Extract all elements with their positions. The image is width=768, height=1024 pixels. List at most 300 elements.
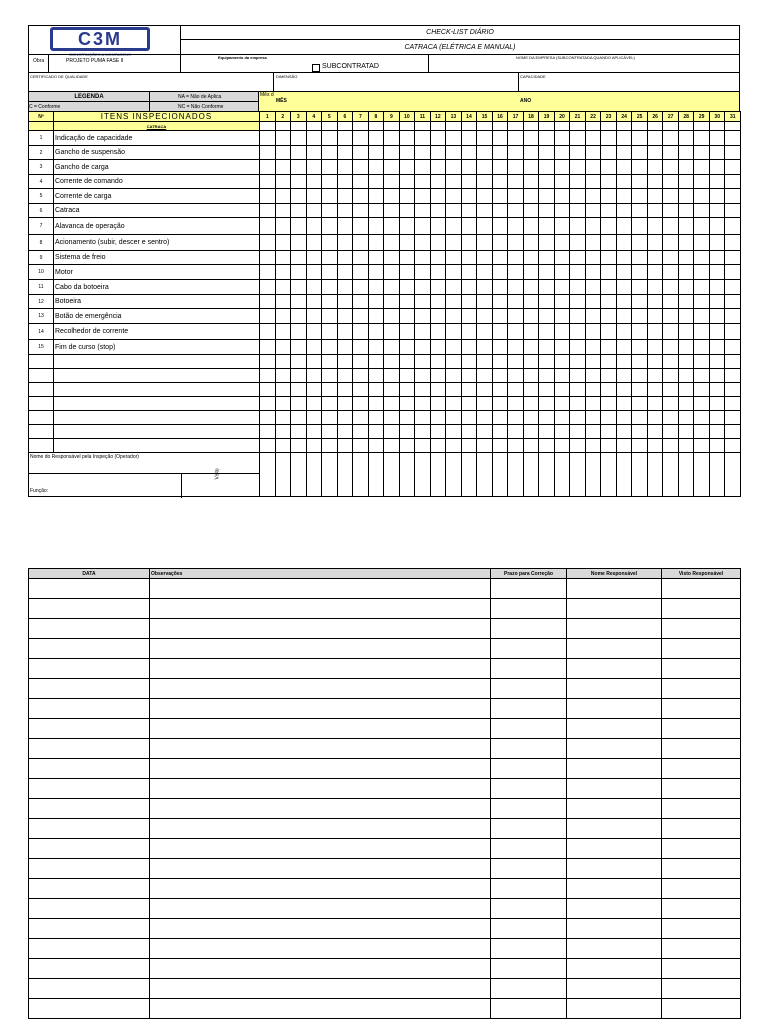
obs-cell[interactable] — [150, 819, 491, 839]
blank-cell[interactable] — [616, 369, 632, 383]
day-cell[interactable] — [508, 251, 524, 265]
day-cell[interactable] — [616, 218, 632, 235]
day-cell[interactable] — [477, 160, 493, 175]
day-cell[interactable] — [260, 324, 276, 340]
day-cell[interactable] — [446, 218, 462, 235]
day-cell[interactable] — [508, 235, 524, 251]
obs-cell[interactable] — [491, 859, 567, 879]
obs-cell[interactable] — [567, 839, 662, 859]
blank-cell[interactable] — [306, 425, 322, 439]
blank-cell[interactable] — [725, 411, 741, 425]
day-cell[interactable] — [384, 265, 400, 280]
day-cell[interactable] — [616, 340, 632, 355]
day-cell[interactable] — [337, 175, 353, 189]
day-cell[interactable] — [415, 265, 431, 280]
blank-cell[interactable] — [678, 369, 694, 383]
obs-cell[interactable] — [150, 959, 491, 979]
day-cell[interactable] — [570, 251, 586, 265]
day-cell[interactable] — [663, 295, 679, 309]
day-cell[interactable] — [709, 453, 725, 497]
day-cell[interactable] — [399, 295, 415, 309]
day-cell[interactable] — [492, 218, 508, 235]
day-cell[interactable] — [554, 131, 570, 146]
day-cell[interactable] — [725, 453, 741, 497]
blank-cell[interactable] — [632, 369, 648, 383]
blank-cell[interactable] — [539, 369, 555, 383]
day-cell[interactable] — [399, 280, 415, 295]
blank-cell[interactable] — [337, 439, 353, 453]
day-cell[interactable] — [585, 453, 601, 497]
day-cell[interactable] — [647, 340, 663, 355]
day-cell[interactable] — [430, 122, 446, 131]
blank-cell[interactable] — [601, 397, 617, 411]
day-cell[interactable] — [539, 189, 555, 204]
day-cell[interactable] — [353, 204, 369, 218]
obs-cell[interactable] — [150, 939, 491, 959]
day-cell[interactable] — [554, 309, 570, 324]
blank-cell[interactable] — [322, 411, 338, 425]
obs-cell[interactable] — [29, 959, 150, 979]
blank-cell[interactable] — [678, 383, 694, 397]
day-cell[interactable] — [337, 251, 353, 265]
day-cell[interactable] — [384, 160, 400, 175]
day-cell[interactable] — [430, 453, 446, 497]
day-cell[interactable] — [446, 309, 462, 324]
obs-cell[interactable] — [491, 759, 567, 779]
blank-cell[interactable] — [430, 439, 446, 453]
day-cell[interactable] — [430, 146, 446, 160]
day-cell[interactable] — [415, 324, 431, 340]
day-cell[interactable] — [647, 175, 663, 189]
day-cell[interactable] — [322, 189, 338, 204]
day-cell[interactable] — [399, 146, 415, 160]
obs-cell[interactable] — [662, 639, 741, 659]
blank-cell[interactable] — [647, 397, 663, 411]
day-cell[interactable] — [446, 265, 462, 280]
day-cell[interactable] — [430, 218, 446, 235]
day-cell[interactable] — [694, 189, 710, 204]
day-cell[interactable] — [539, 295, 555, 309]
obs-cell[interactable] — [567, 919, 662, 939]
blank-cell[interactable] — [446, 425, 462, 439]
day-cell[interactable] — [430, 295, 446, 309]
day-cell[interactable] — [508, 218, 524, 235]
day-cell[interactable] — [260, 160, 276, 175]
blank-cell[interactable] — [539, 425, 555, 439]
day-cell[interactable] — [539, 175, 555, 189]
blank-cell[interactable] — [384, 439, 400, 453]
day-cell[interactable] — [291, 122, 307, 131]
day-cell[interactable] — [616, 235, 632, 251]
obs-cell[interactable] — [29, 939, 150, 959]
day-cell[interactable] — [337, 189, 353, 204]
day-cell[interactable] — [601, 251, 617, 265]
day-cell[interactable] — [523, 218, 539, 235]
blank-cell[interactable] — [461, 439, 477, 453]
day-cell[interactable] — [554, 175, 570, 189]
blank-cell[interactable] — [337, 425, 353, 439]
blank-cell[interactable] — [508, 383, 524, 397]
obs-cell[interactable] — [29, 639, 150, 659]
day-cell[interactable] — [508, 324, 524, 340]
day-cell[interactable] — [415, 175, 431, 189]
day-cell[interactable] — [461, 146, 477, 160]
day-cell[interactable] — [616, 160, 632, 175]
blank-cell[interactable] — [353, 369, 369, 383]
day-cell[interactable] — [492, 146, 508, 160]
day-cell[interactable] — [663, 324, 679, 340]
day-cell[interactable] — [554, 122, 570, 131]
obs-cell[interactable] — [150, 739, 491, 759]
day-cell[interactable] — [725, 175, 741, 189]
day-cell[interactable] — [570, 189, 586, 204]
blank-cell[interactable] — [663, 355, 679, 369]
day-cell[interactable] — [384, 204, 400, 218]
obs-cell[interactable] — [662, 919, 741, 939]
blank-cell[interactable] — [399, 439, 415, 453]
blank-cell[interactable] — [337, 411, 353, 425]
blank-cell[interactable] — [461, 411, 477, 425]
day-cell[interactable] — [508, 204, 524, 218]
blank-cell[interactable] — [585, 439, 601, 453]
day-cell[interactable] — [554, 160, 570, 175]
day-cell[interactable] — [306, 204, 322, 218]
obs-cell[interactable] — [150, 999, 491, 1019]
day-cell[interactable] — [647, 453, 663, 497]
day-cell[interactable] — [275, 189, 291, 204]
obs-cell[interactable] — [567, 799, 662, 819]
day-cell[interactable] — [647, 122, 663, 131]
obs-cell[interactable] — [567, 739, 662, 759]
blank-cell[interactable] — [585, 425, 601, 439]
obs-cell[interactable] — [29, 999, 150, 1019]
day-cell[interactable] — [508, 295, 524, 309]
day-cell[interactable] — [709, 324, 725, 340]
blank-cell[interactable] — [446, 355, 462, 369]
obs-cell[interactable] — [662, 859, 741, 879]
blank-cell[interactable] — [508, 439, 524, 453]
day-cell[interactable] — [353, 295, 369, 309]
day-cell[interactable] — [663, 131, 679, 146]
day-cell[interactable] — [461, 235, 477, 251]
obs-cell[interactable] — [567, 619, 662, 639]
day-cell[interactable] — [570, 204, 586, 218]
day-cell[interactable] — [368, 189, 384, 204]
blank-cell[interactable] — [306, 397, 322, 411]
day-cell[interactable] — [260, 146, 276, 160]
day-cell[interactable] — [647, 189, 663, 204]
day-cell[interactable] — [523, 189, 539, 204]
blank-cell[interactable] — [647, 369, 663, 383]
day-cell[interactable] — [725, 204, 741, 218]
day-cell[interactable] — [539, 160, 555, 175]
day-cell[interactable] — [492, 160, 508, 175]
day-cell[interactable] — [399, 175, 415, 189]
day-cell[interactable] — [461, 309, 477, 324]
day-cell[interactable] — [291, 280, 307, 295]
day-cell[interactable] — [663, 265, 679, 280]
blank-cell[interactable] — [523, 439, 539, 453]
day-cell[interactable] — [523, 309, 539, 324]
blank-cell[interactable] — [306, 383, 322, 397]
day-cell[interactable] — [601, 122, 617, 131]
blank-cell[interactable] — [322, 425, 338, 439]
day-cell[interactable] — [585, 204, 601, 218]
day-cell[interactable] — [430, 324, 446, 340]
blank-cell[interactable] — [275, 369, 291, 383]
blank-cell[interactable] — [353, 397, 369, 411]
day-cell[interactable] — [570, 453, 586, 497]
day-cell[interactable] — [616, 309, 632, 324]
blank-cell[interactable] — [585, 411, 601, 425]
day-cell[interactable] — [492, 340, 508, 355]
day-cell[interactable] — [647, 265, 663, 280]
day-cell[interactable] — [353, 235, 369, 251]
day-cell[interactable] — [322, 295, 338, 309]
day-cell[interactable] — [384, 235, 400, 251]
obs-cell[interactable] — [662, 659, 741, 679]
day-cell[interactable] — [430, 235, 446, 251]
day-cell[interactable] — [554, 204, 570, 218]
day-cell[interactable] — [477, 235, 493, 251]
day-cell[interactable] — [523, 122, 539, 131]
day-cell[interactable] — [678, 295, 694, 309]
day-cell[interactable] — [337, 295, 353, 309]
obs-cell[interactable] — [150, 919, 491, 939]
blank-cell[interactable] — [291, 439, 307, 453]
day-cell[interactable] — [399, 453, 415, 497]
blank-cell[interactable] — [306, 439, 322, 453]
blank-cell[interactable] — [694, 425, 710, 439]
day-cell[interactable] — [570, 122, 586, 131]
blank-cell[interactable] — [337, 397, 353, 411]
day-cell[interactable] — [539, 265, 555, 280]
day-cell[interactable] — [384, 453, 400, 497]
blank-cell[interactable] — [554, 439, 570, 453]
day-cell[interactable] — [260, 122, 276, 131]
day-cell[interactable] — [306, 218, 322, 235]
day-cell[interactable] — [492, 309, 508, 324]
blank-cell[interactable] — [260, 425, 276, 439]
day-cell[interactable] — [260, 204, 276, 218]
day-cell[interactable] — [306, 189, 322, 204]
obs-cell[interactable] — [29, 739, 150, 759]
blank-cell[interactable] — [694, 411, 710, 425]
day-cell[interactable] — [585, 146, 601, 160]
blank-cell[interactable] — [539, 397, 555, 411]
obs-cell[interactable] — [150, 759, 491, 779]
day-cell[interactable] — [368, 324, 384, 340]
day-cell[interactable] — [694, 122, 710, 131]
day-cell[interactable] — [446, 189, 462, 204]
day-cell[interactable] — [275, 131, 291, 146]
day-cell[interactable] — [322, 265, 338, 280]
blank-cell[interactable] — [275, 383, 291, 397]
day-cell[interactable] — [725, 251, 741, 265]
day-cell[interactable] — [709, 265, 725, 280]
obs-cell[interactable] — [491, 719, 567, 739]
day-cell[interactable] — [368, 340, 384, 355]
day-cell[interactable] — [337, 131, 353, 146]
blank-cell[interactable] — [322, 397, 338, 411]
day-cell[interactable] — [306, 324, 322, 340]
day-cell[interactable] — [678, 175, 694, 189]
obs-cell[interactable] — [662, 839, 741, 859]
day-cell[interactable] — [694, 160, 710, 175]
obs-cell[interactable] — [29, 879, 150, 899]
obs-cell[interactable] — [567, 579, 662, 599]
day-cell[interactable] — [725, 265, 741, 280]
blank-cell[interactable] — [368, 397, 384, 411]
day-cell[interactable] — [337, 146, 353, 160]
day-cell[interactable] — [306, 340, 322, 355]
day-cell[interactable] — [632, 280, 648, 295]
blank-cell[interactable] — [399, 355, 415, 369]
blank-cell[interactable] — [492, 439, 508, 453]
blank-cell[interactable] — [399, 411, 415, 425]
obs-cell[interactable] — [491, 679, 567, 699]
day-cell[interactable] — [508, 265, 524, 280]
day-cell[interactable] — [601, 280, 617, 295]
day-cell[interactable] — [492, 251, 508, 265]
day-cell[interactable] — [709, 218, 725, 235]
blank-cell[interactable] — [632, 355, 648, 369]
day-cell[interactable] — [461, 122, 477, 131]
blank-cell[interactable] — [461, 355, 477, 369]
blank-cell[interactable] — [554, 355, 570, 369]
day-cell[interactable] — [291, 295, 307, 309]
day-cell[interactable] — [601, 131, 617, 146]
day-cell[interactable] — [492, 204, 508, 218]
day-cell[interactable] — [632, 251, 648, 265]
blank-cell[interactable] — [725, 355, 741, 369]
day-cell[interactable] — [694, 265, 710, 280]
day-cell[interactable] — [709, 131, 725, 146]
day-cell[interactable] — [554, 265, 570, 280]
day-cell[interactable] — [461, 218, 477, 235]
day-cell[interactable] — [663, 309, 679, 324]
day-cell[interactable] — [678, 309, 694, 324]
subcontratada-checkbox[interactable] — [312, 64, 320, 72]
day-cell[interactable] — [601, 204, 617, 218]
blank-cell[interactable] — [368, 369, 384, 383]
day-cell[interactable] — [337, 453, 353, 497]
blank-cell[interactable] — [399, 425, 415, 439]
day-cell[interactable] — [291, 218, 307, 235]
obs-cell[interactable] — [29, 699, 150, 719]
day-cell[interactable] — [725, 340, 741, 355]
obs-cell[interactable] — [150, 859, 491, 879]
day-cell[interactable] — [353, 218, 369, 235]
blank-cell[interactable] — [508, 369, 524, 383]
day-cell[interactable] — [353, 280, 369, 295]
day-cell[interactable] — [322, 175, 338, 189]
obs-cell[interactable] — [150, 879, 491, 899]
blank-cell[interactable] — [709, 383, 725, 397]
day-cell[interactable] — [554, 340, 570, 355]
day-cell[interactable] — [399, 189, 415, 204]
day-cell[interactable] — [539, 309, 555, 324]
day-cell[interactable] — [337, 235, 353, 251]
obs-cell[interactable] — [150, 719, 491, 739]
day-cell[interactable] — [601, 146, 617, 160]
obs-cell[interactable] — [150, 599, 491, 619]
day-cell[interactable] — [508, 175, 524, 189]
day-cell[interactable] — [663, 175, 679, 189]
day-cell[interactable] — [384, 251, 400, 265]
day-cell[interactable] — [585, 295, 601, 309]
obs-cell[interactable] — [491, 799, 567, 819]
day-cell[interactable] — [647, 218, 663, 235]
day-cell[interactable] — [461, 251, 477, 265]
day-cell[interactable] — [353, 453, 369, 497]
day-cell[interactable] — [523, 235, 539, 251]
blank-cell[interactable] — [570, 369, 586, 383]
day-cell[interactable] — [415, 131, 431, 146]
day-cell[interactable] — [461, 204, 477, 218]
blank-cell[interactable] — [384, 411, 400, 425]
obs-cell[interactable] — [491, 919, 567, 939]
blank-cell[interactable] — [725, 369, 741, 383]
blank-cell[interactable] — [709, 369, 725, 383]
day-cell[interactable] — [368, 295, 384, 309]
obs-cell[interactable] — [662, 959, 741, 979]
day-cell[interactable] — [570, 280, 586, 295]
day-cell[interactable] — [554, 251, 570, 265]
day-cell[interactable] — [601, 340, 617, 355]
day-cell[interactable] — [601, 175, 617, 189]
day-cell[interactable] — [415, 189, 431, 204]
day-cell[interactable] — [306, 175, 322, 189]
day-cell[interactable] — [570, 175, 586, 189]
day-cell[interactable] — [601, 160, 617, 175]
day-cell[interactable] — [725, 280, 741, 295]
day-cell[interactable] — [461, 453, 477, 497]
day-cell[interactable] — [384, 175, 400, 189]
day-cell[interactable] — [632, 324, 648, 340]
day-cell[interactable] — [353, 122, 369, 131]
day-cell[interactable] — [337, 122, 353, 131]
blank-cell[interactable] — [477, 425, 493, 439]
blank-cell[interactable] — [492, 397, 508, 411]
blank-cell[interactable] — [601, 425, 617, 439]
day-cell[interactable] — [353, 175, 369, 189]
day-cell[interactable] — [306, 453, 322, 497]
day-cell[interactable] — [368, 131, 384, 146]
day-cell[interactable] — [477, 146, 493, 160]
obs-cell[interactable] — [491, 999, 567, 1019]
blank-cell[interactable] — [647, 425, 663, 439]
day-cell[interactable] — [523, 251, 539, 265]
obs-cell[interactable] — [150, 699, 491, 719]
day-cell[interactable] — [554, 280, 570, 295]
blank-cell[interactable] — [322, 383, 338, 397]
obs-cell[interactable] — [491, 779, 567, 799]
day-cell[interactable] — [632, 189, 648, 204]
day-cell[interactable] — [306, 265, 322, 280]
blank-cell[interactable] — [508, 411, 524, 425]
day-cell[interactable] — [368, 160, 384, 175]
blank-cell[interactable] — [663, 439, 679, 453]
blank-cell[interactable] — [585, 355, 601, 369]
day-cell[interactable] — [709, 309, 725, 324]
blank-cell[interactable] — [678, 411, 694, 425]
day-cell[interactable] — [585, 218, 601, 235]
blank-cell[interactable] — [461, 369, 477, 383]
obs-cell[interactable] — [662, 899, 741, 919]
obs-cell[interactable] — [567, 819, 662, 839]
day-cell[interactable] — [570, 160, 586, 175]
